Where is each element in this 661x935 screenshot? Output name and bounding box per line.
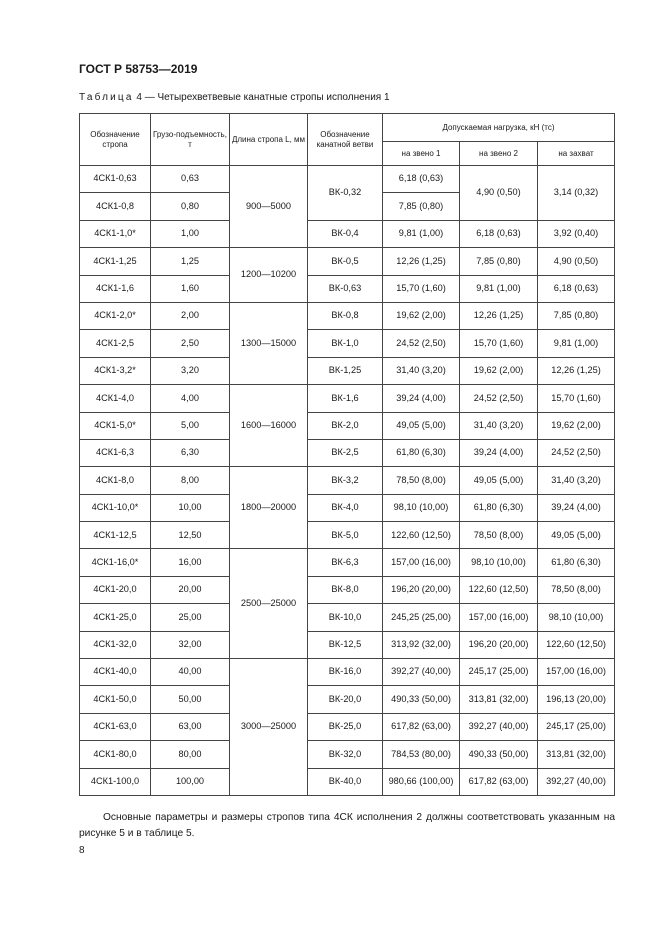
cell-branch: ВК-20,0 xyxy=(308,686,383,713)
cell-link1: 98,10 (10,00) xyxy=(383,494,460,521)
cell-grip: 157,00 (16,00) xyxy=(538,659,615,686)
table-row xyxy=(80,385,615,412)
cell-length: 2500—25000 xyxy=(230,549,308,659)
cell-grip: 7,85 (0,80) xyxy=(538,302,615,329)
cell-grip: 24,52 (2,50) xyxy=(538,439,615,466)
cell-branch: ВК-0,8 xyxy=(308,302,383,329)
cell-link1: 9,81 (1,00) xyxy=(383,220,460,247)
cell-link1: 6,18 (0,63) xyxy=(383,166,460,193)
table-row xyxy=(80,248,615,275)
header-designation: Обозначение стропа xyxy=(80,114,151,166)
cell-capacity: 1,00 xyxy=(151,220,230,247)
cell-link1: 122,60 (12,50) xyxy=(383,522,460,549)
cell-designation: 4СК1-16,0* xyxy=(80,549,151,576)
table-row xyxy=(80,357,615,384)
table-row xyxy=(80,659,615,686)
cell-link1: 617,82 (63,00) xyxy=(383,713,460,740)
cell-link1: 78,50 (8,00) xyxy=(383,467,460,494)
table-row xyxy=(80,439,615,466)
cell-link2: 6,18 (0,63) xyxy=(460,220,538,247)
cell-link2: 12,26 (1,25) xyxy=(460,302,538,329)
cell-link2: 31,40 (3,20) xyxy=(460,412,538,439)
cell-branch: ВК-10,0 xyxy=(308,604,383,631)
slings-table xyxy=(79,113,615,796)
cell-link1: 980,66 (100,00) xyxy=(383,768,460,795)
cell-capacity: 6,30 xyxy=(151,439,230,466)
cell-link2: 24,52 (2,50) xyxy=(460,385,538,412)
cell-designation: 4СК1-0,63 xyxy=(80,166,151,193)
table-row xyxy=(80,412,615,439)
cell-capacity: 16,00 xyxy=(151,549,230,576)
cell-grip: 9,81 (1,00) xyxy=(538,330,615,357)
table-row xyxy=(80,576,615,603)
table-row xyxy=(80,604,615,631)
cell-grip: 313,81 (32,00) xyxy=(538,741,615,768)
cell-branch: ВК-5,0 xyxy=(308,522,383,549)
cell-branch: ВК-8,0 xyxy=(308,576,383,603)
cell-branch: ВК-12,5 xyxy=(308,631,383,658)
cell-capacity: 5,00 xyxy=(151,412,230,439)
cell-grip: 39,24 (4,00) xyxy=(538,494,615,521)
cell-capacity: 80,00 xyxy=(151,741,230,768)
caption-text: 4 — Четырехветвевые канатные стропы исполнения 1 xyxy=(133,92,390,103)
cell-capacity: 1,25 xyxy=(151,248,230,275)
cell-capacity: 50,00 xyxy=(151,686,230,713)
cell-length: 1600—16000 xyxy=(230,385,308,467)
cell-link2: 61,80 (6,30) xyxy=(460,494,538,521)
cell-branch: ВК-3,2 xyxy=(308,467,383,494)
cell-link1: 15,70 (1,60) xyxy=(383,275,460,302)
cell-length: 900—5000 xyxy=(230,166,308,248)
cell-capacity: 3,20 xyxy=(151,357,230,384)
cell-link1: 245,25 (25,00) xyxy=(383,604,460,631)
table-row xyxy=(80,220,615,247)
table-row xyxy=(80,302,615,329)
cell-branch: ВК-6,3 xyxy=(308,549,383,576)
cell-designation: 4СК1-4,0 xyxy=(80,385,151,412)
cell-branch: ВК-1,6 xyxy=(308,385,383,412)
cell-link1: 392,27 (40,00) xyxy=(383,659,460,686)
cell-capacity: 100,00 xyxy=(151,768,230,795)
cell-link2: 39,24 (4,00) xyxy=(460,439,538,466)
cell-capacity: 25,00 xyxy=(151,604,230,631)
cell-designation: 4СК1-25,0 xyxy=(80,604,151,631)
cell-grip: 3,14 (0,32) xyxy=(538,166,615,221)
cell-link1: 784,53 (80,00) xyxy=(383,741,460,768)
cell-capacity: 0,80 xyxy=(151,193,230,220)
cell-capacity: 2,00 xyxy=(151,302,230,329)
cell-grip: 31,40 (3,20) xyxy=(538,467,615,494)
page-number: 8 xyxy=(79,845,85,856)
cell-link1: 490,33 (50,00) xyxy=(383,686,460,713)
cell-grip: 49,05 (5,00) xyxy=(538,522,615,549)
cell-designation: 4СК1-63,0 xyxy=(80,713,151,740)
cell-grip: 12,26 (1,25) xyxy=(538,357,615,384)
table-row xyxy=(80,741,615,768)
cell-link1: 31,40 (3,20) xyxy=(383,357,460,384)
table-row xyxy=(80,686,615,713)
cell-capacity: 2,50 xyxy=(151,330,230,357)
cell-designation: 4СК1-8,0 xyxy=(80,467,151,494)
table-row xyxy=(80,275,615,302)
table-body xyxy=(80,166,615,796)
cell-capacity: 20,00 xyxy=(151,576,230,603)
document-header: ГОСТ Р 58753—2019 xyxy=(79,62,198,76)
table-row xyxy=(80,522,615,549)
cell-length: 1200—10200 xyxy=(230,248,308,303)
table-row xyxy=(80,631,615,658)
cell-capacity: 40,00 xyxy=(151,659,230,686)
cell-length: 3000—25000 xyxy=(230,659,308,796)
cell-link2: 7,85 (0,80) xyxy=(460,248,538,275)
cell-link2: 245,17 (25,00) xyxy=(460,659,538,686)
cell-branch: ВК-2,0 xyxy=(308,412,383,439)
table-row xyxy=(80,330,615,357)
cell-link2: 4,90 (0,50) xyxy=(460,166,538,221)
cell-link2: 78,50 (8,00) xyxy=(460,522,538,549)
cell-link1: 196,20 (20,00) xyxy=(383,576,460,603)
cell-link1: 19,62 (2,00) xyxy=(383,302,460,329)
cell-link2: 313,81 (32,00) xyxy=(460,686,538,713)
cell-capacity: 32,00 xyxy=(151,631,230,658)
cell-grip: 3,92 (0,40) xyxy=(538,220,615,247)
table-header xyxy=(80,114,615,166)
table-row xyxy=(80,467,615,494)
cell-link2: 19,62 (2,00) xyxy=(460,357,538,384)
cell-link1: 12,26 (1,25) xyxy=(383,248,460,275)
cell-grip: 19,62 (2,00) xyxy=(538,412,615,439)
cell-grip: 392,27 (40,00) xyxy=(538,768,615,795)
header-link2: на звено 2 xyxy=(460,142,538,166)
cell-link1: 7,85 (0,80) xyxy=(383,193,460,220)
cell-branch: ВК-32,0 xyxy=(308,741,383,768)
cell-link2: 49,05 (5,00) xyxy=(460,467,538,494)
cell-link2: 617,82 (63,00) xyxy=(460,768,538,795)
cell-branch: ВК-16,0 xyxy=(308,659,383,686)
header-load: Допускаемая нагрузка, кН (тс) xyxy=(383,114,615,142)
cell-grip: 15,70 (1,60) xyxy=(538,385,615,412)
cell-branch: ВК-2,5 xyxy=(308,439,383,466)
cell-link2: 122,60 (12,50) xyxy=(460,576,538,603)
cell-link2: 490,33 (50,00) xyxy=(460,741,538,768)
cell-link2: 98,10 (10,00) xyxy=(460,549,538,576)
cell-designation: 4СК1-80,0 xyxy=(80,741,151,768)
cell-designation: 4СК1-1,25 xyxy=(80,248,151,275)
cell-designation: 4СК1-0,8 xyxy=(80,193,151,220)
cell-link1: 39,24 (4,00) xyxy=(383,385,460,412)
body-paragraph: Основные параметры и размеры стропов типа 4СК исполнения 2 должны соответствовать указанным на рисунке 5 и в таблице 5. xyxy=(79,812,615,839)
cell-designation: 4СК1-6,3 xyxy=(80,439,151,466)
cell-link1: 24,52 (2,50) xyxy=(383,330,460,357)
cell-designation: 4СК1-32,0 xyxy=(80,631,151,658)
cell-designation: 4СК1-3,2* xyxy=(80,357,151,384)
cell-designation: 4СК1-12,5 xyxy=(80,522,151,549)
cell-link2: 196,20 (20,00) xyxy=(460,631,538,658)
cell-capacity: 10,00 xyxy=(151,494,230,521)
cell-designation: 4СК1-100,0 xyxy=(80,768,151,795)
table-row xyxy=(80,549,615,576)
cell-branch: ВК-25,0 xyxy=(308,713,383,740)
cell-link1: 313,92 (32,00) xyxy=(383,631,460,658)
cell-link2: 392,27 (40,00) xyxy=(460,713,538,740)
cell-designation: 4СК1-2,5 xyxy=(80,330,151,357)
header-link1: на звено 1 xyxy=(383,142,460,166)
table-row xyxy=(80,166,615,193)
cell-grip: 122,60 (12,50) xyxy=(538,631,615,658)
table-row xyxy=(80,494,615,521)
table-caption xyxy=(79,92,390,103)
cell-designation: 4СК1-50,0 xyxy=(80,686,151,713)
header-length-label: Длина стропа L, мм xyxy=(231,134,306,144)
cell-designation: 4СК1-1,6 xyxy=(80,275,151,302)
cell-grip: 4,90 (0,50) xyxy=(538,248,615,275)
cell-branch: ВК-40,0 xyxy=(308,768,383,795)
cell-capacity: 4,00 xyxy=(151,385,230,412)
cell-link1: 157,00 (16,00) xyxy=(383,549,460,576)
cell-grip: 61,80 (6,30) xyxy=(538,549,615,576)
cell-capacity: 12,50 xyxy=(151,522,230,549)
cell-branch: ВК-0,32 xyxy=(308,166,383,221)
cell-grip: 6,18 (0,63) xyxy=(538,275,615,302)
cell-capacity: 63,00 xyxy=(151,713,230,740)
cell-grip: 78,50 (8,00) xyxy=(538,576,615,603)
cell-designation: 4СК1-10,0* xyxy=(80,494,151,521)
table-row xyxy=(80,713,615,740)
cell-link2: 15,70 (1,60) xyxy=(460,330,538,357)
cell-branch: ВК-0,5 xyxy=(308,248,383,275)
header-grip: на захват xyxy=(538,142,615,166)
cell-branch: ВК-1,0 xyxy=(308,330,383,357)
cell-link2: 157,00 (16,00) xyxy=(460,604,538,631)
cell-branch: ВК-1,25 xyxy=(308,357,383,384)
caption-label: Таблица xyxy=(79,92,134,103)
cell-length: 1300—15000 xyxy=(230,302,308,384)
cell-grip: 245,17 (25,00) xyxy=(538,713,615,740)
header-branch: Обозначение канатной ветви xyxy=(308,114,383,166)
cell-capacity: 1,60 xyxy=(151,275,230,302)
table-row xyxy=(80,768,615,795)
cell-designation: 4СК1-1,0* xyxy=(80,220,151,247)
cell-capacity: 0,63 xyxy=(151,166,230,193)
cell-link1: 61,80 (6,30) xyxy=(383,439,460,466)
cell-branch: ВК-0,4 xyxy=(308,220,383,247)
cell-branch: ВК-0,63 xyxy=(308,275,383,302)
header-length xyxy=(230,114,308,166)
cell-link1: 49,05 (5,00) xyxy=(383,412,460,439)
cell-designation: 4СК1-40,0 xyxy=(80,659,151,686)
cell-designation: 4СК1-5,0* xyxy=(80,412,151,439)
cell-branch: ВК-4,0 xyxy=(308,494,383,521)
header-capacity: Грузо-подъемность, т xyxy=(151,114,230,166)
cell-grip: 196,13 (20,00) xyxy=(538,686,615,713)
cell-designation: 4СК1-20,0 xyxy=(80,576,151,603)
cell-link2: 9,81 (1,00) xyxy=(460,275,538,302)
cell-length: 1800—20000 xyxy=(230,467,308,549)
cell-designation: 4СК1-2,0* xyxy=(80,302,151,329)
cell-capacity: 8,00 xyxy=(151,467,230,494)
cell-grip: 98,10 (10,00) xyxy=(538,604,615,631)
